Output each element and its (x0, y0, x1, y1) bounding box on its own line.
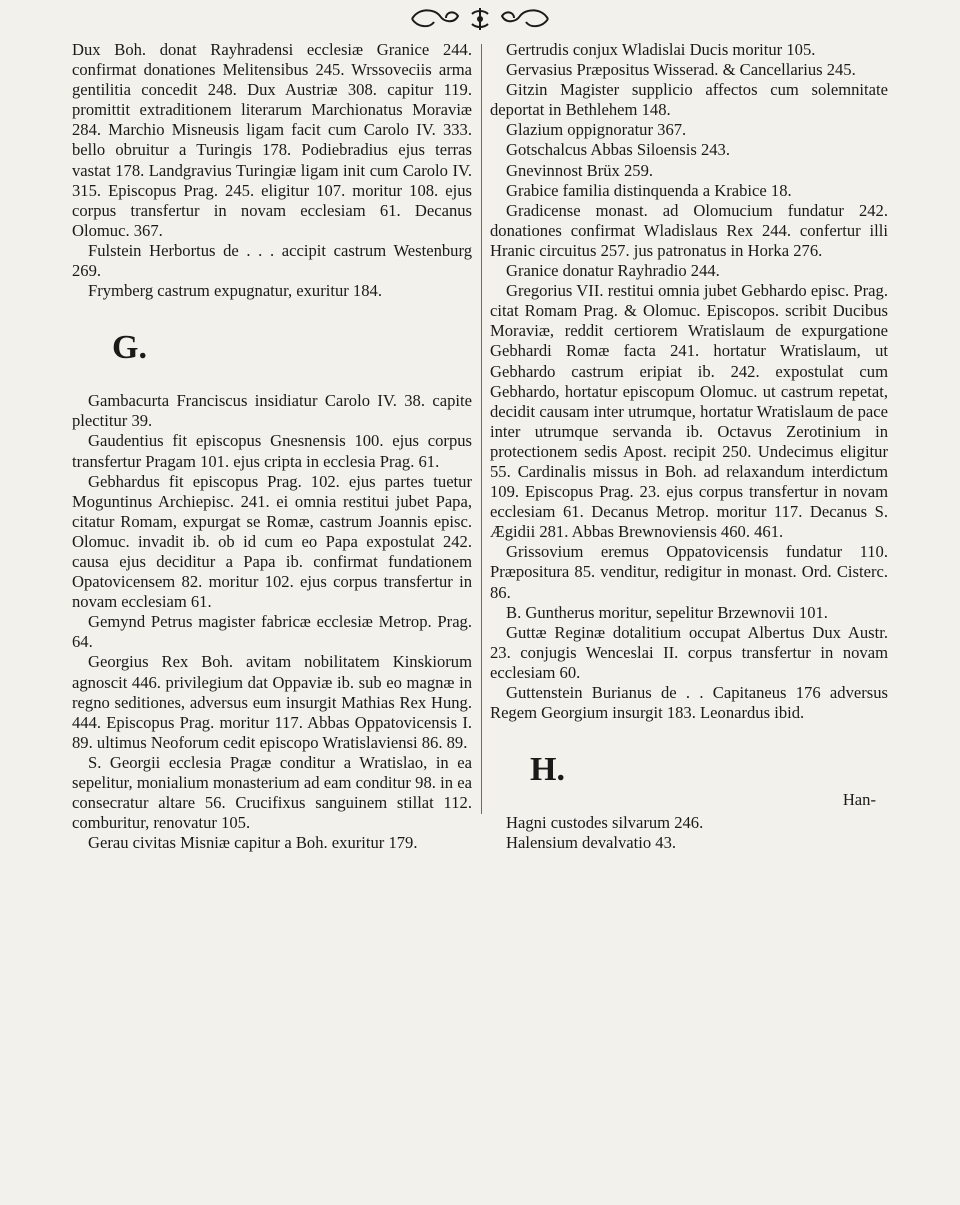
index-entry: Georgius Rex Boh. avitam nobilitatem Kinskiorum agnoscit 446. privilegium dat Oppaviæ ib. sub eo magnæ in regno seditiones, adversus eum insurgit Mathias Rex Hung. 444. Episcopus Prag. moritur 117. Abbas Oppatovicensis I. 89. ultimus Neoforum cedit episcopo Wratislaviensi 86. 89. (72, 652, 472, 752)
index-entry: Gambacurta Franciscus insidiatur Carolo IV. 38. capite plectitur 39. (72, 391, 472, 431)
section-heading-g: G. (112, 329, 147, 367)
index-entry: Gotschalcus Abbas Siloensis 243. (506, 140, 731, 160)
section-heading-h: H. (530, 751, 565, 789)
header-ornament (0, 4, 960, 38)
index-entry: Grissovium eremus Oppatovicensis fundatur 110. Præpositura 85. venditur, redigitur in monast. Ord. Cisterc. 86. (490, 542, 888, 602)
index-entry: Gradicense monast. ad Olomucium fundatur 242. donationes confirmat Wladislaus Rex 244. confertur illi Hranic circuitus 257. jus patronatus in Horka 276. (490, 200, 888, 260)
ornament-icon (400, 4, 560, 34)
index-entry: Granice donatur Rayhradio 244. (506, 261, 720, 281)
index-entry: Gemynd Petrus magister fabricæ ecclesiæ Metrop. Prag. 64. (72, 612, 472, 652)
index-entry: Gervasius Præpositus Wisserad. & Cancellarius 245. (506, 60, 856, 80)
index-entry: Frymberg castrum expugnatur, exuritur 184. (88, 281, 382, 301)
index-entry: Fulstein Herbortus de . . . accipit castrum Westenburg 269. (72, 240, 472, 281)
index-entry: Gregorius VII. restitui omnia jubet Gebhardo episc. Prag. citat Romam Prag. & Olomuc. Episcopos. scribit Ducibus Moraviæ, reddit certiorem Wratislaum de expurgatione Gebhardi Romæ facta 241. hortatur Wratislaum, ut Gebhardo castrum eripiat ib. 242. expostulat cum Gebhardo, hortatur episcopum Olomuc. ut castrum repetat, decidit causam inter utrumque, hortatur Wratislaum de pace inter utrumque servanda ib. Octavus Zerotinium in protectionem sedis Apost. recipit 250. Undecimus eligitur 55. Cardinalis missus in Boh. ad relaxandum interdictum 109. Episcopus Prag. 23. ejus corpus transfertur in novam ecclesiam 61. Decanus Metrop. moritur 117. Decanus S. Ægidii 281. Abbas Brewnoviensis 460. 461. (490, 281, 888, 542)
index-entry: Hagni custodes silvarum 246. (506, 813, 704, 833)
index-entry: Guttenstein Burianus de . . Capitaneus 176 adversus Regem Georgium insurgit 183. Leonardus ibid. (490, 683, 888, 723)
index-entry: Halensium devalvatio 43. (506, 833, 677, 853)
column-divider (481, 44, 482, 814)
left-column (72, 40, 472, 853)
catchword: Han- (842, 790, 876, 809)
index-entry: Dux Boh. donat Rayhradensi ecclesiæ Granice 244. confirmat donationes Melitensibus 245. Wrssoveciis arma gentilitia concedit 248. Dux Austriæ 308. capitur 119. promittit extraditionem literarum Marchionatus Moraviæ 284. Marchio Misneusis ligam facit cum Carolo IV. 333. bello obruitur a Turingis 178. Podiebradius ejus terras vastat 178. Landgravius Turingiæ ligam init cum Carolo IV. 315. Episcopus Prag. 245. eligitur 107. moritur 108. ejus corpus transfertur in novam ecclesiam 61. Decanus Olomuc. 367. (72, 40, 472, 240)
index-entry: Gebhardus fit episcopus Prag. 102. ejus partes tuetur Moguntinus Archiepisc. 241. ei omnia restitui jubet Papa, citatur Romam, expurgat se Romæ, castrum Joannis episc. Olomuc. invadit ib. ob id cum eo Papa expostulat 242. causa ejus deciditur a Papa ib. confirmat fundationem Opatovicensem 82. moritur 102. ejus corpus transfertur in novam ecclesiam 61. (72, 471, 472, 612)
index-entry: Glazium oppignoratur 367. (506, 120, 687, 140)
index-entry: B. Guntherus moritur, sepelitur Brzewnovii 101. (506, 602, 828, 622)
index-entry: Gnevinnost Brüx 259. (506, 160, 654, 180)
index-entry: Gitzin Magister supplicio affectos cum solemnitate deportat in Bethlehem 148. (490, 80, 888, 120)
index-entry: Grabice familia distinquenda a Krabice 18. (506, 180, 792, 200)
right-column (490, 40, 888, 853)
index-entry: S. Georgii ecclesia Pragæ conditur a Wratislao, in ea sepelitur, monialium monasterium ad eam conditur 98. in ea consecratur altare 56. Crucifixus sanguinem stillat 112. comburitur, renovatur 105. (72, 752, 472, 833)
index-entry: Gaudentius fit episcopus Gnesnensis 100. ejus corpus transfertur Pragam 101. ejus cripta in ecclesia Prag. 61. (72, 431, 472, 471)
index-entry: Guttæ Reginæ dotalitium occupat Albertus Dux Austr. 23. conjugis Wenceslai II. corpus transfertur in novam ecclesiam 60. (490, 622, 888, 682)
index-entry: Gerau civitas Misniæ capitur a Boh. exuritur 179. (88, 833, 418, 853)
index-entry: Gertrudis conjux Wladislai Ducis moritur 105. (506, 40, 816, 59)
